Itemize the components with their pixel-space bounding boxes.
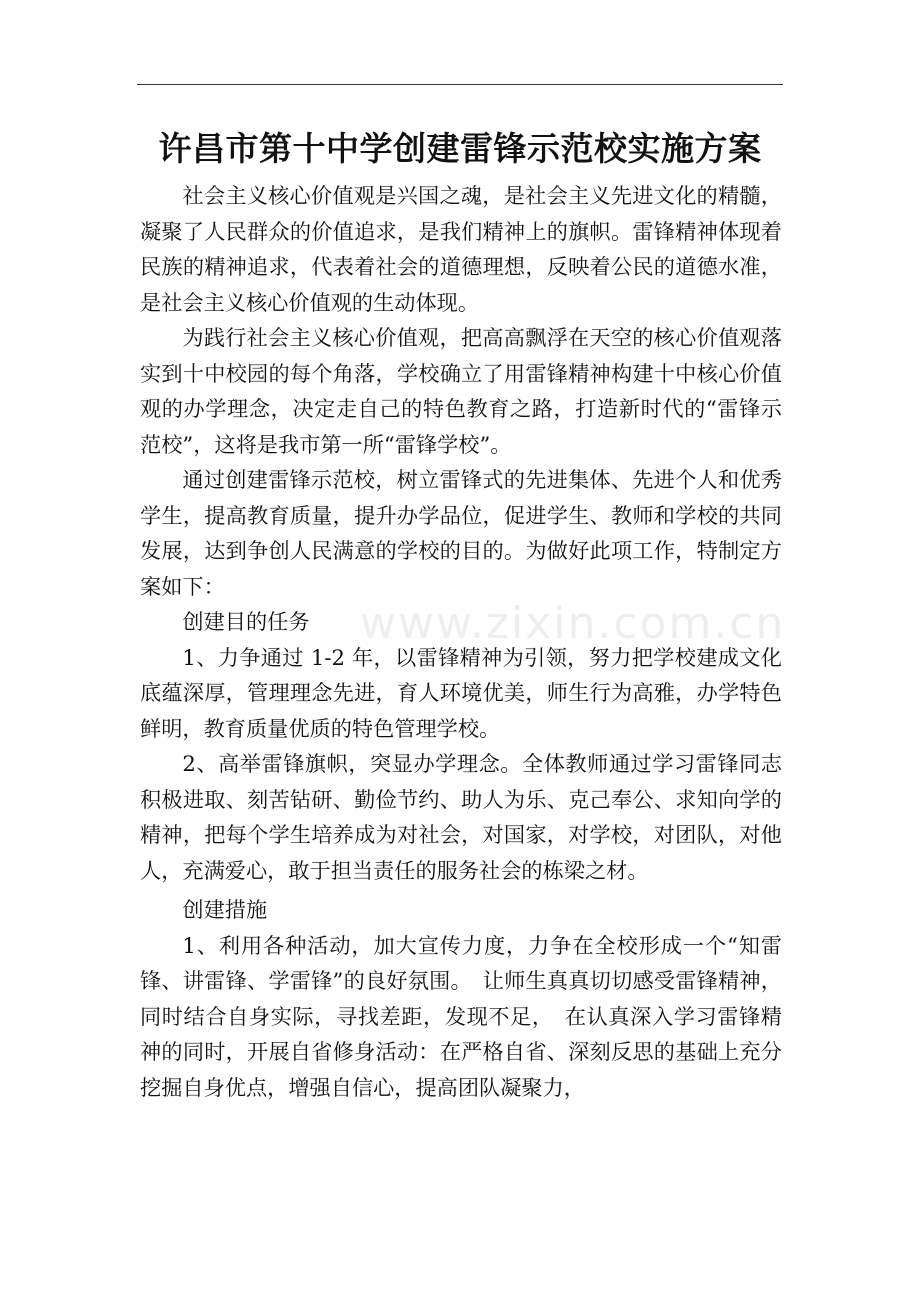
intro-paragraph-2: 为践行社会主义核心价值观，把高高飘浮在天空的核心价值观落实到十中校园的每个角落，学校确立了用雷锋精神构建十中核心价值观的办学理念，决定走自己的特色教育之路，打造新时代的“雷锋示范校”，这将是我市第一所“雷锋学校”。 [140, 325, 782, 457]
header-rule [137, 84, 783, 85]
document-title: 许昌市第十中学创建雷锋示范校实施方案 [158, 129, 762, 168]
document-body [140, 178, 782, 1105]
watermark: www.zixin.com.cn [360, 598, 786, 649]
intro-paragraph-1: 社会主义核心价值观是兴国之魂，是社会主义先进文化的精髓，凝聚了人民群众的价值追求，是我们精神上的旗帜。雷锋精神体现着民族的精神追求，代表着社会的道德理想，反映着公民的道德水准，是社会主义核心价值观的生动体现。 [140, 183, 782, 315]
intro-paragraph-3: 通过创建雷锋示范校，树立雷锋式的先进集体、先进个人和优秀学生，提高教育质量，提升办学品位，促进学生、教师和学校的共同发展，达到争创人民满意的学校的目的。为做好此项工作，特制定方案如下： [140, 467, 782, 599]
section-heading-measures: 创建措施 [182, 897, 268, 922]
section-heading-goals: 创建目的任务 [182, 609, 310, 634]
measure-item-1: 1、利用各种活动，加大宣传力度，力争在全校形成一个“知雷锋、讲雷锋、学雷锋”的良好氛围。 让师生真真切切感受雷锋精神，同时结合自身实际，寻找差距，发现不足， 在认真深入学习雷锋精神的同时，开展自省修身活动：在严格自省、深刻反思的基础上充分挖掘自身优点，增强自信心，提高团队凝聚力， [140, 932, 782, 1100]
goal-item-1: 1、力争通过 1-2 年，以雷锋精神为引领，努力把学校建成文化底蕴深厚，管理理念先进，育人环境优美，师生行为高雅，办学特色鲜明，教育质量优质的特色管理学校。 [140, 644, 782, 741]
goal-item-2: 2、高举雷锋旗帜，突显办学理念。全体教师通过学习雷锋同志积极进取、刻苦钻研、勤俭节约、助人为乐、克己奉公、求知向学的精神，把每个学生培养成为对社会，对国家，对学校，对团队，对他人，充满爱心，敢于担当责任的服务社会的栋梁之材。 [140, 751, 782, 883]
